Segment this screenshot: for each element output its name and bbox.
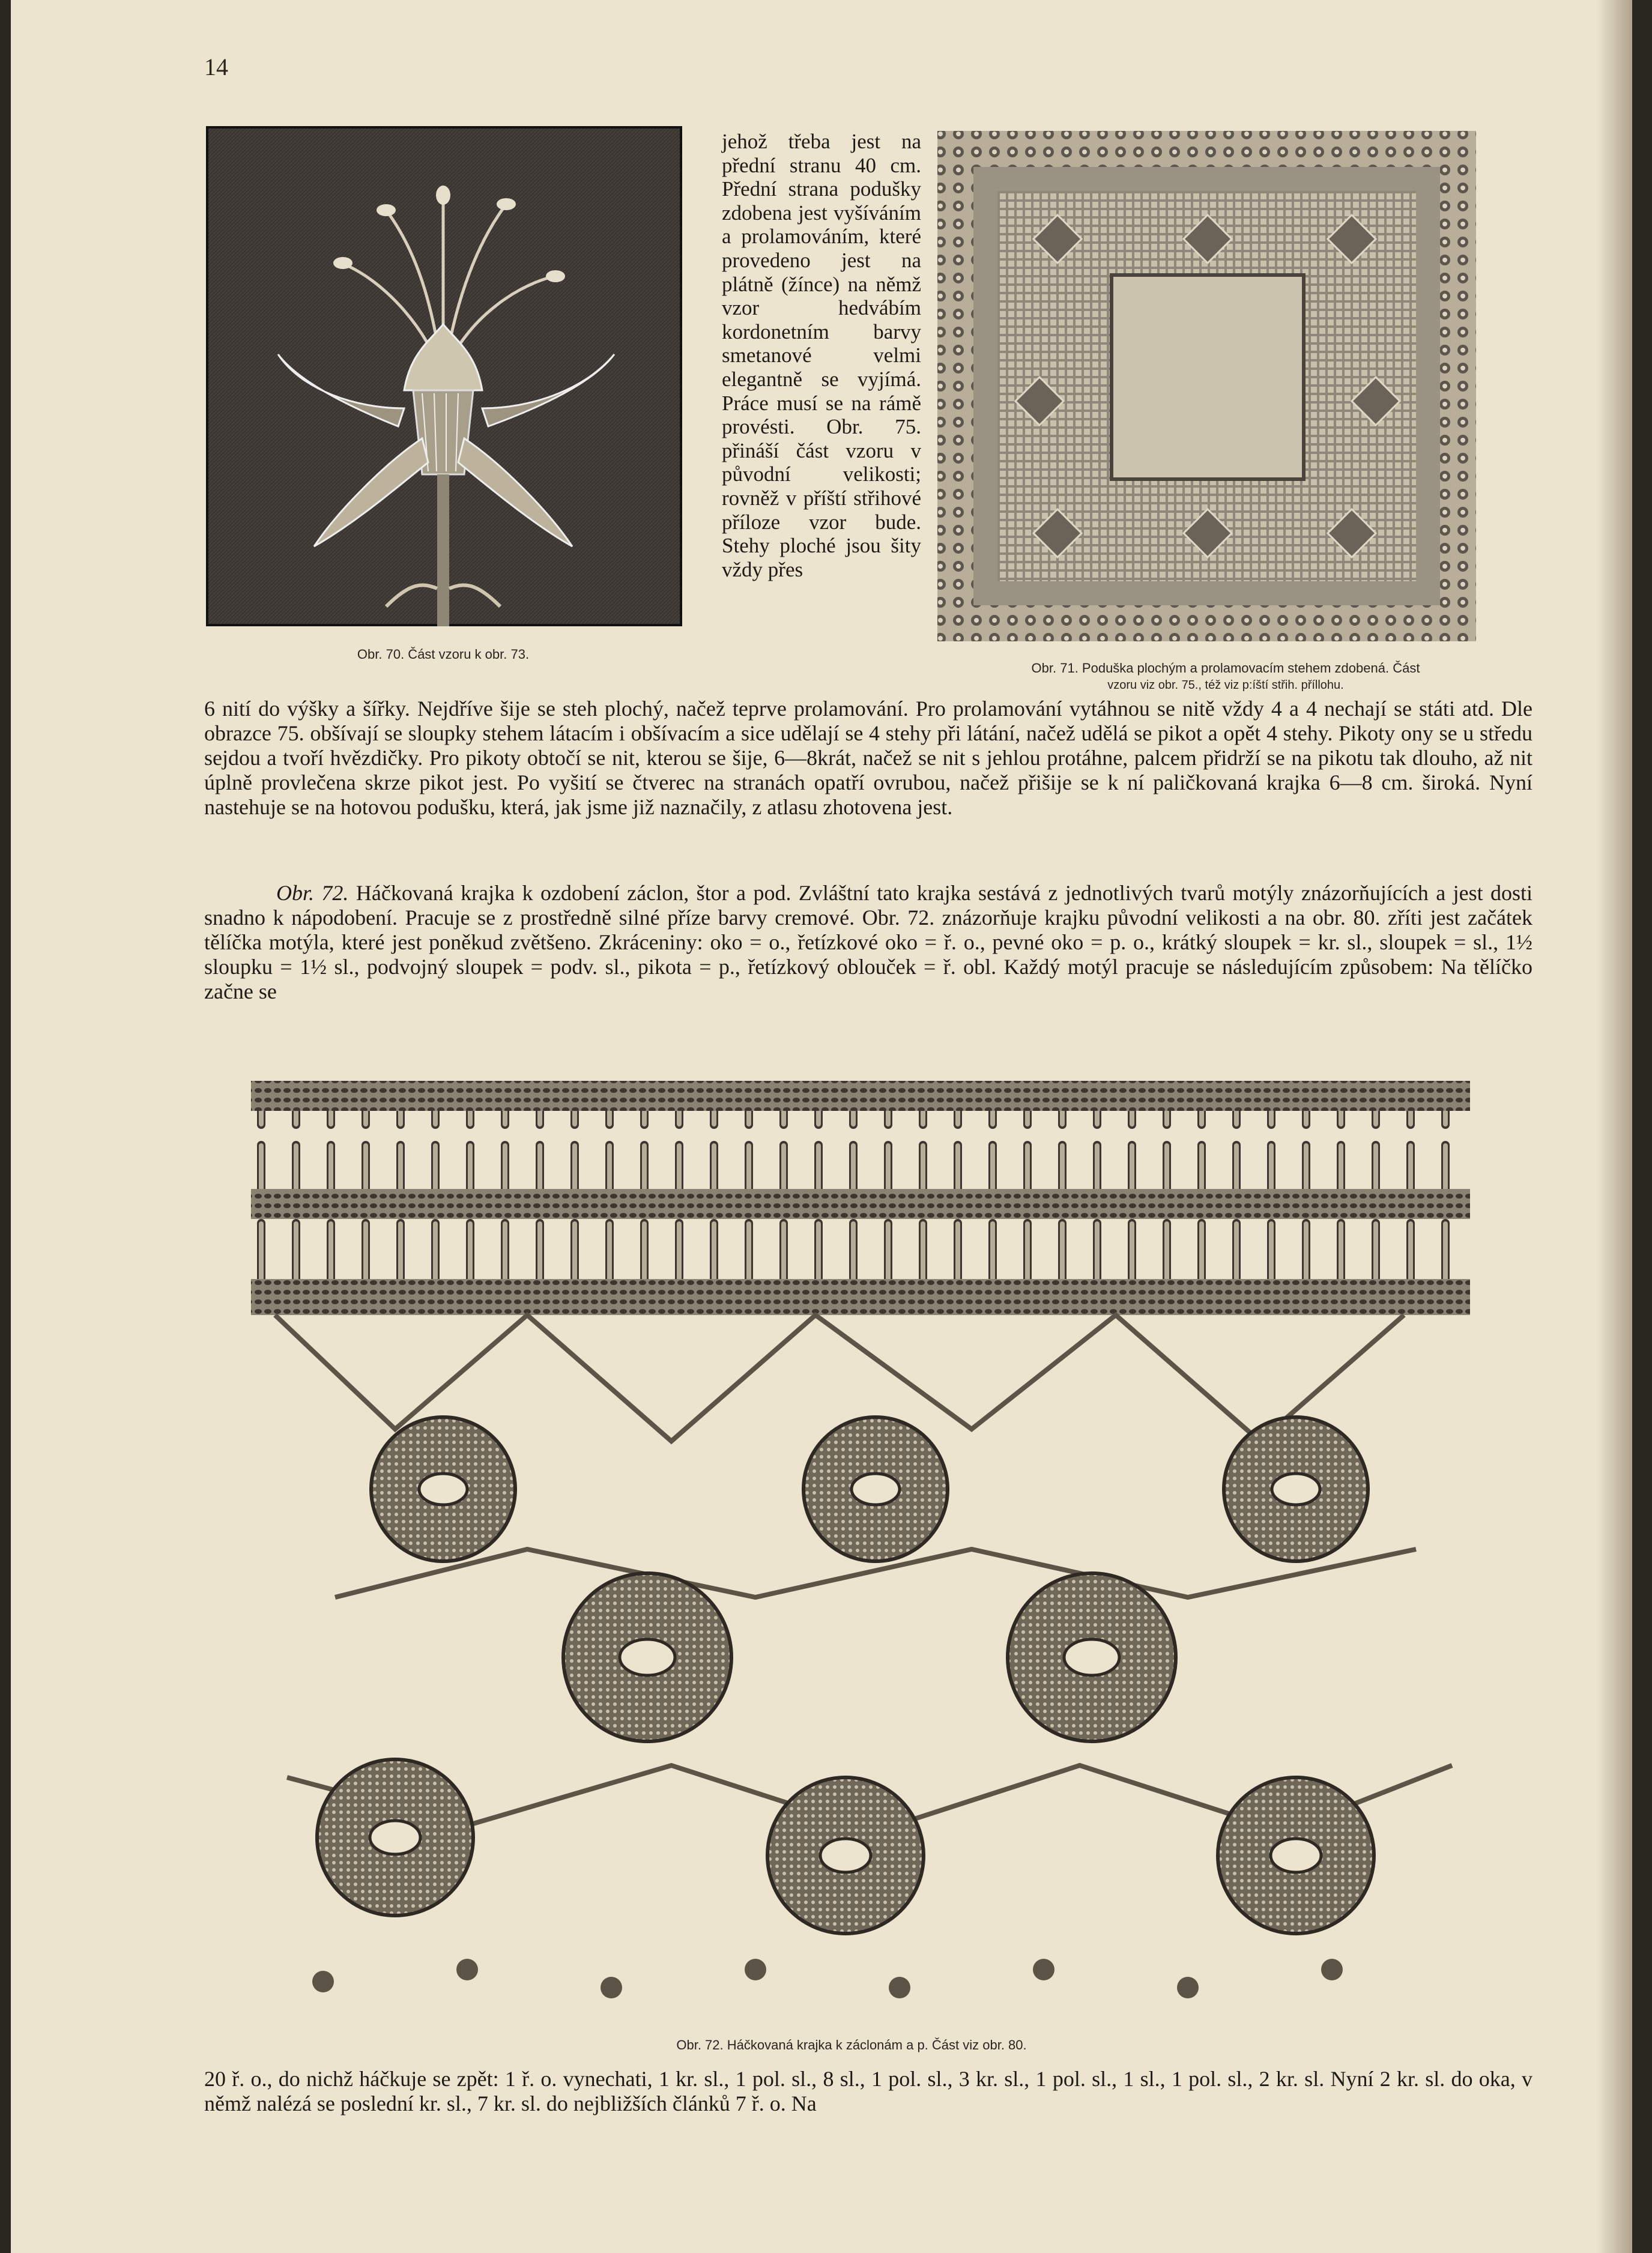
obr-72-description: Háčkovaná krajka k ozdobení záclon, štor a pod. Zvláštní tato krajka sestává z jednotlivých tvarů motýly znázorňujících a jest dosti snadno k nápodobení. Pracuje se z prostředně silné příze barvy cremové. Obr. 72. znázorňuje krajku původní velikosti a na obr. 80. zříti jest začátek tělíčka motýla, které jest poněkud zvětšeno. Zkráceniny: oko = o., řetízkové oko = ř. o., pevné oko = p. o., krátký sloupek = kr. sl., sloupek = sl., 1½ sloupku = 1½ sl., podvojný sloupek = podv. sl., pikota = p., řetízkový oblouček = ř. obl. Každý motýl pracuje se následujícím způsobem: Na tělíčko začne se	[204, 881, 1533, 1003]
obr-72-label: Obr. 72.	[276, 881, 349, 905]
crochet-lace-illustration	[215, 1057, 1506, 2024]
page-edge-shadow	[1596, 0, 1632, 2253]
lily-ornament-illustration	[206, 126, 682, 626]
figure-70-caption: Obr. 70. Část vzoru k obr. 73.	[357, 647, 530, 662]
paragraph-obr-72	[204, 881, 1532, 1004]
figure-70-engraving	[206, 126, 682, 626]
narrow-column-text: jehož třeba jest na přední stranu 40 cm. Přední strana podušky zdobena jest vyšíváním a prolamováním, které provedeno jest na plátně (žínce) na němž vzor hedvábím kordonetním barvy smetanové velmi elegantně se vyjímá. Práce musí se na rámě provésti. Obr. 75. přináší část vzoru v původní velikosti; rovněž v příští střihové příloze vzor bude. Stehy ploché jsou šity vždy přes	[722, 130, 921, 581]
paragraph-continuation: 20 ř. o., do nichž háčkuje se zpět: 1 ř. o. vynechati, 1 kr. sl., 1 pol. sl., 8 sl., 1 pol. sl., 3 kr. sl., 1 pol. sl., 1 sl., 1 pol. sl., 2 kr. sl. Nyní 2 kr. sl. do oka, v němž nalézá se poslední kr. sl., 7 kr. sl. do nejbližších článků 7 ř. o. Na	[204, 2067, 1532, 2115]
embroidered-pillow-illustration	[931, 125, 1482, 647]
figure-72-caption: Obr. 72. Háčkovaná krajka k záclonám a p. Část viz obr. 80.	[676, 2037, 1027, 2052]
figure-71-caption-line-2: vzoru viz obr. 75., též viz p:íští střih. příllohu.	[1107, 679, 1344, 692]
page	[11, 0, 1632, 2253]
figure-71-caption-line-1: Obr. 71. Poduška plochým a prolamovacím stehem zdobená. Část	[1031, 661, 1420, 676]
page-number: 14	[204, 53, 228, 80]
paragraph-prolamovani: 6 nití do výšky a šířky. Nejdříve šije se steh plochý, načež teprve prolamování. Pro prolamování vytáhnou se nitě vždy 4 a 4 nechají se státi atd. Dle obrazce 75. obšívají se sloupky stehem látacím i obšívacím a sice udělají se 4 stehy při látání, načež udělá se pikot a opět 4 stehy. Pikoty ony se u středu sejdou a tvoří hvězdičky. Pro pikoty obtočí se nit, kterou se šije, 6—8krát, načež se nit s jehlou protáhne, palcem přidrží se na pikotu tak dlouho, až nit úplně provlečena skrze pikot jest. Po vyšití se čtverec na stranách opatří ovrubou, načež přišije se k ní paličkovaná krajka 6—8 cm. široká. Nyní nastehuje se na hotovou podušku, která, jak jsme již naznačily, z atlasu zhotovena jest.	[204, 697, 1532, 819]
figure-71-pillow	[931, 125, 1482, 647]
figure-72-lace	[215, 1057, 1506, 2024]
